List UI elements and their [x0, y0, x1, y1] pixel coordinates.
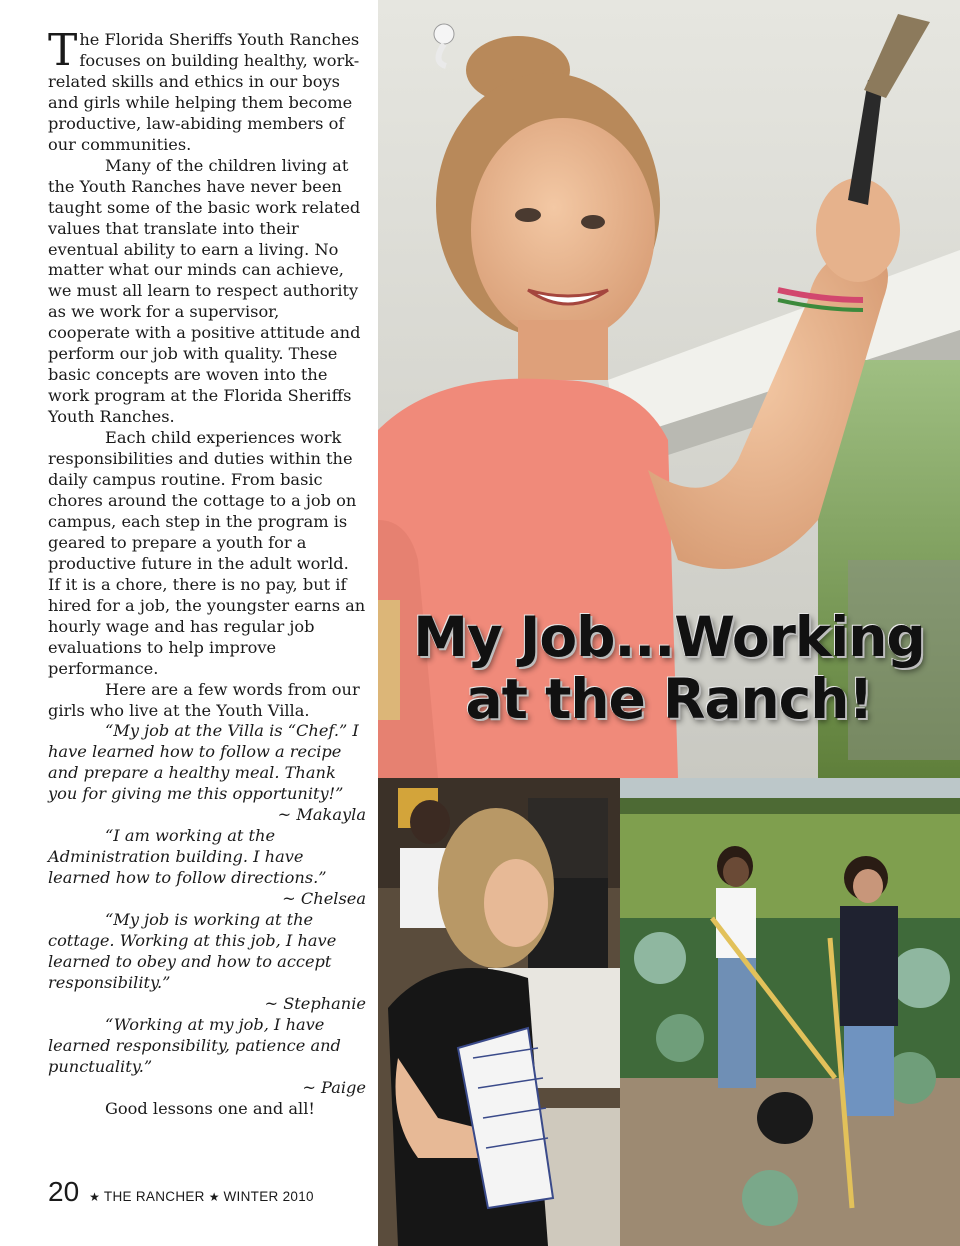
paragraph-values: Many of the children living at the Youth Ranches have never been taught some of the basic work related values that translate into their eventual ability to earn a living. No matter what our minds can achieve, we must all learn to respect authority as we work for a supervisor, cooperate with a positive attitude and perform our job with quality. These basic concepts are woven into the work program at the Florida Sheriffs Youth Ranches.: [48, 155, 361, 427]
quote-author: ~ Stephanie: [264, 993, 366, 1013]
quote-author: ~ Makayla: [277, 805, 366, 825]
intro-text: he Florida Sheriffs Youth Ranches focuses on building healthy, work-related skills and ethics in our boys and girls while helping them become productive, law-abiding members of our communities.: [48, 30, 360, 154]
photo-kitchen-illustration: [378, 778, 620, 1246]
quote-author: ~ Paige: [302, 1077, 366, 1097]
page-footer: [48, 1176, 314, 1208]
headline-line-1: My Job...Working: [413, 605, 925, 669]
star-icon: ★: [208, 1190, 220, 1204]
quote-text: “My job at the Villa is “Chef.” I have learned how to follow a recipe and prepare a healthy meal. Thank you for giving me this opportunity!”: [48, 721, 359, 804]
page-headline: [378, 606, 960, 730]
quote-author: ~ Chelsea: [282, 889, 366, 909]
article-body: [48, 25, 366, 1120]
issue-date: WINTER 2010: [223, 1189, 314, 1204]
paragraph-responsibilities: Each child experiences work responsibilities and duties within the daily campus routine. From basic chores around the cottage to a job on campus, each step in the program is geared to prepare a youth for a productive future in the adult world. If it is a chore, there is no pay, but if hired for a job, the youngster earns an hourly wage and has regular job evaluations to help improve performance.: [48, 428, 366, 678]
photo-kitchen: [378, 778, 620, 1246]
quote-text: “Working at my job, I have learned responsibility, patience and punctuality.”: [48, 1014, 341, 1076]
paragraph-intro-quotes: Here are a few words from our girls who live at the Youth Villa.: [48, 679, 360, 720]
photo-garden: [620, 778, 960, 1246]
star-icon: ★: [89, 1190, 100, 1204]
paragraph-intro: [48, 25, 366, 156]
drop-cap: T: [48, 25, 78, 76]
page-number: 20: [48, 1176, 80, 1207]
quote-text: “My job is working at the cottage. Working at this job, I have learned to obey and how to accept responsibility.”: [48, 910, 337, 992]
headline-line-2: at the Ranch!: [465, 667, 873, 731]
closing-line: Good lessons one and all!: [105, 1098, 315, 1118]
quote-text: “I am working at the Administration building. I have learned how to follow directions.”: [48, 826, 327, 888]
photo-garden-illustration: [620, 778, 960, 1246]
magazine-name: THE RANCHER: [103, 1189, 205, 1204]
